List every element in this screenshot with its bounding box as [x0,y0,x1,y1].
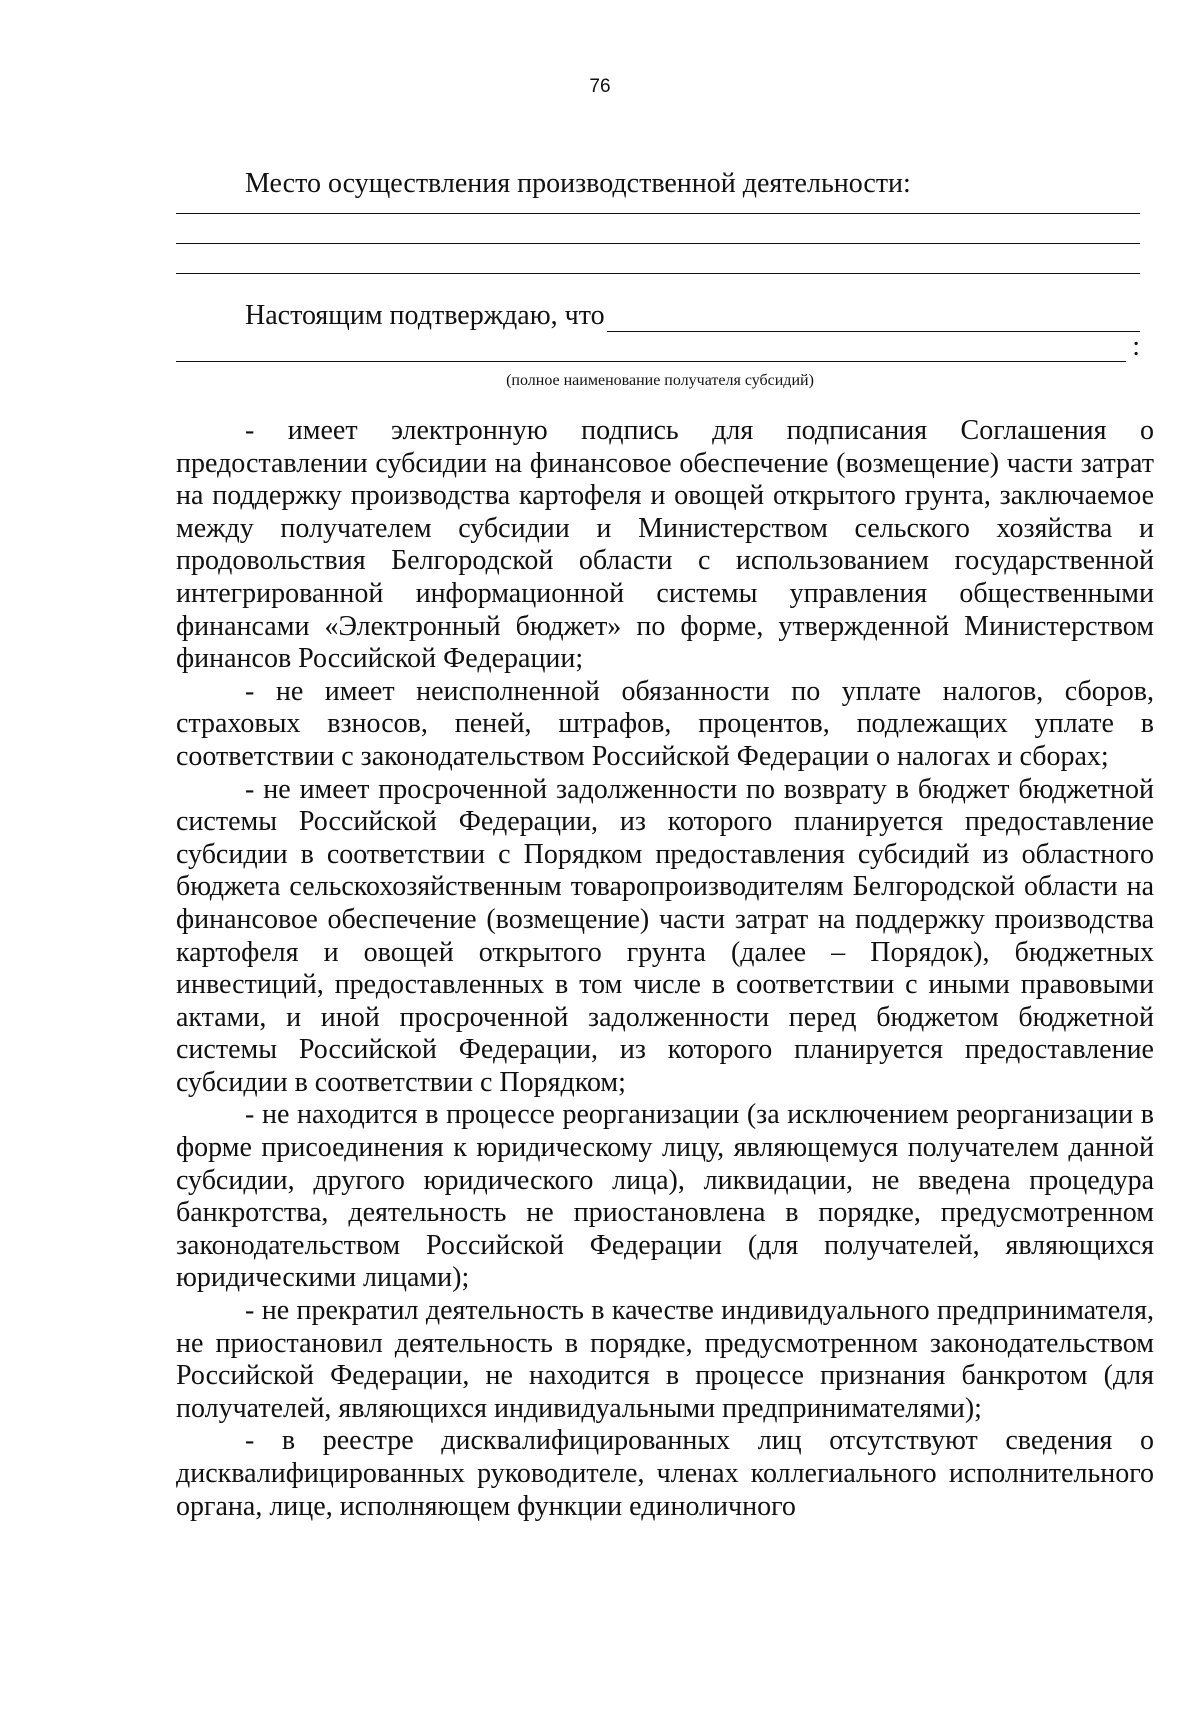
production-place-label: Место осуществления производственной деятельности: [245,168,911,199]
paragraph-no-reorganization: - не находится в процессе реорганизации (за исключением реорганизации в форме присоединения к юридическому лицу, являющемуся получателем данной субсидии, другого юридического лица), ликвидации, не введена процедура банкротства, деятельность не приостановлена в порядке, предусмотренном законодательством Российской Федерации (для получателей, являющихся юридическими лицами); [176,1099,1154,1294]
paragraph-no-tax-debt: - не имеет неисполненной обязанности по уплате налогов, сборов, страховых взносов, пеней, штрафов, процентов, подлежащих уплате в соответствии с законодательством Российской Федерации о налогах и сборах; [176,675,1154,772]
paragraph-no-overdue-debt: - не имеет просроченной задолженности по возврату в бюджет бюджетной системы Российской Федерации, из которого планируется предоставление субсидии в соответствии с Порядком предоставления субсидий из областного бюджета сельскохозяйственным товаропроизводителям Белгородской области на финансовое обеспечение (возмещение) части затрат на поддержку производства картофеля и овощей открытого грунта (далее – Порядок), бюджетных инвестиций, предоставленных в том числе в соответствии с иными правовыми актами, и иной просроченной задолженности перед бюджетом бюджетной системы Российской Федерации, из которого планируется предоставление субсидии в соответствии с Порядком; [176,773,1154,1098]
confirmation-line [245,300,1140,332]
paragraph-entrepreneur-status: - не прекратил деятельность в качестве индивидуального предпринимателя, не приостановил деятельность в порядке, предусмотренном законодательством Российской Федерации, не находится в процессе признания банкротом (для получателей, являющихся индивидуальными предпринимателями); [176,1295,1154,1424]
recipient-name-caption: (полное наименование получателя субсидий) [506,372,814,389]
page-number: 76 [589,76,611,97]
recipient-name-line [176,332,1140,362]
paragraph-disqualified-registry: - в реестре дисквалифицированных лиц отсутствуют сведения о дисквалифицированных руководителе, членах коллегиального исполнительного органа, лице, исполняющем функции единоличного [176,1425,1154,1522]
production-place-line-3 [176,273,1140,274]
recipient-name-blank-2 [176,333,1126,362]
production-place-line-1 [176,213,1140,214]
confirmation-label: Настоящим подтверждаю, что [245,300,605,331]
document-body [176,415,1154,1523]
paragraph-electronic-signature: - имеет электронную подпись для подписания Соглашения о предоставлении субсидии на финансовое обеспечение (возмещение) части затрат на поддержку производства картофеля и овощей открытого грунта, заключаемое между получателем субсидии и Министерством сельского хозяйства и продовольствия Белгородской области с использованием государственной интегрированной информационной системы управления общественными финансами «Электронный бюджет» по форме, утвержденной Министерством финансов Российской Федерации; [176,415,1154,675]
recipient-name-colon: : [1132,331,1140,362]
production-place-line-2 [176,243,1140,244]
recipient-name-blank-1 [607,305,1140,332]
